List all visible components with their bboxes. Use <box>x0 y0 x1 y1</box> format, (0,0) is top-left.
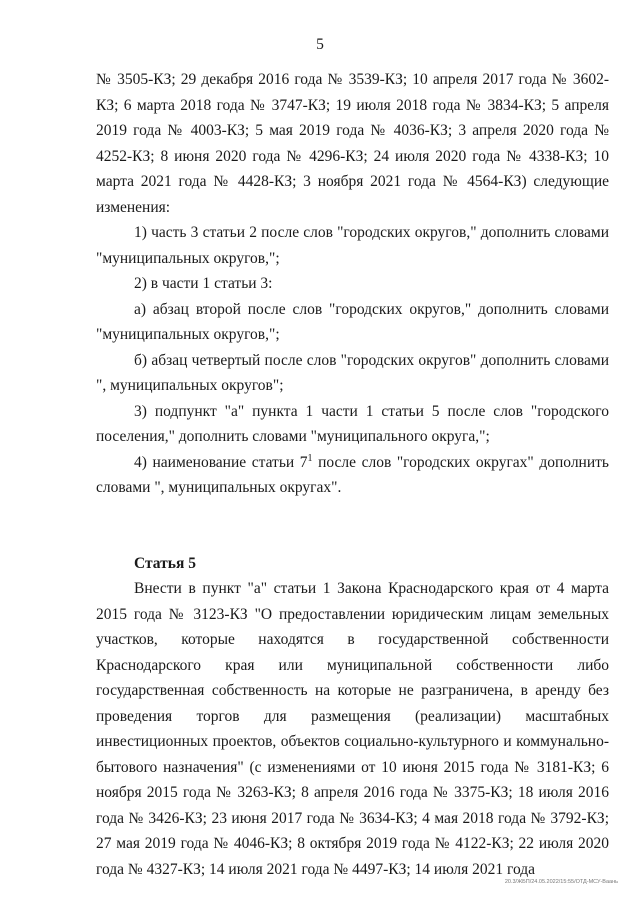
article-body: Внести в пункт "а" статьи 1 Закона Краснодарского края от 4 марта 2015 года № 3123-КЗ "О предоставлении юридическим лицам земельных участков, которые находятся в государственной собственности Краснодарского края или муниципальной собственности либо государственная собственность на которые не разграничена, в аренду без проведения торгов для размещения (реализации) масштабных инвестиционных проектов, объектов социально-культурного и коммунально-бытового назначения" (с изменениями от 10 июня 2015 года № 3181-КЗ; 6 ноября 2015 года № 3263-КЗ; 8 апреля 2016 года № 3375-КЗ; 18 июля 2016 года № 3426-КЗ; 23 июня 2017 года № 3634-КЗ; 4 мая 2018 года № 3792-КЗ; 27 мая 2019 года № 4046-КЗ; 8 октября 2019 года № 4122-КЗ; 22 июля 2020 года № 4327-КЗ; 14 июля 2021 года № 4497-КЗ; 14 июля 2021 года <box>96 580 609 878</box>
footer-stamp: 20.3/ЖБП/24.05.2022/15:55/ОТД-МСУ-Ваань <box>504 879 618 885</box>
paragraph-item-2: 2) в части 1 статьи 3: <box>134 275 273 292</box>
item4-text-before: 4) наименование статьи 7 <box>134 453 308 471</box>
spacer <box>96 501 609 526</box>
paragraph-item-3: 3) подпункт "а" пункта 1 части 1 статьи 5 после слов "городского поселения," дополнить словами "муниципального округа,"; <box>96 402 609 445</box>
page-number: 5 <box>316 36 324 53</box>
paragraph-item-4 <box>96 450 609 501</box>
spacer <box>96 526 609 551</box>
paragraph-item-1: 1) часть 3 статьи 2 после слов "городских округов," дополнить словами "муниципальных округов,"; <box>96 224 609 267</box>
item4-text-after: после слов "городских округах" дополнить словами ", муниципальных округах". <box>96 453 609 496</box>
article-heading: Статья 5 <box>134 554 196 572</box>
paragraph-item-2a: а) абзац второй после слов "городских округов," дополнить словами "муниципальных округов,"; <box>96 300 609 343</box>
paragraph-amendments-list: № 3505-КЗ; 29 декабря 2016 года № 3539-КЗ; 10 апреля 2017 года № 3602-КЗ; 6 марта 2018 года № 3747-КЗ; 19 июля 2018 года № 3834-КЗ; 5 апреля 2019 года № 4003-КЗ; 5 мая 2019 года № 4036-КЗ; 3 апреля 2020 года № 4252-КЗ; 8 июня 2020 года № 4296-КЗ; 24 июля 2020 года № 4338-КЗ; 10 марта 2021 года № 4428-КЗ; 3 ноября 2021 года № 4564-КЗ) следующие изменения: <box>96 71 609 216</box>
paragraph-item-2b: б) абзац четвертый после слов "городских округов" дополнить словами ", муниципальных округов"; <box>96 351 609 394</box>
item4-superscript: 1 <box>307 452 313 464</box>
document-body <box>96 67 609 882</box>
